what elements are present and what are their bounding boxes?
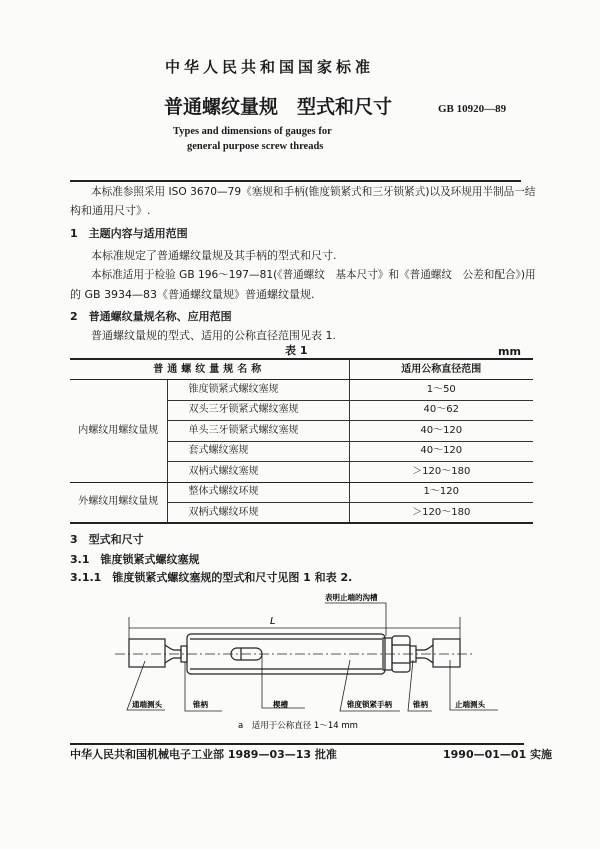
header-name: 普通螺纹量规名称 [70, 359, 349, 380]
standard-code: GB 10920—89 [438, 103, 507, 115]
gauge-name: 锥度锁紧式螺纹塞规 [167, 380, 349, 401]
gauge-name: 套式螺纹塞规 [167, 441, 349, 462]
section-3-1-1-text: 3.1.1 锥度锁紧式螺纹塞规的型式和尺寸见图 1 和表 2. [70, 571, 353, 584]
page-title: 普通螺纹量规 型式和尺寸 [164, 96, 393, 118]
table-caption: 表 1 [285, 344, 308, 357]
gauge-range: 1～120 [349, 482, 533, 503]
gauge-range: ＞120～180 [349, 503, 533, 524]
english-title-1: Types and dimensions of gauges for [173, 126, 332, 137]
group-name: 外螺纹用螺纹量规 [70, 482, 167, 523]
section-3-1-heading: 3.1 锥度锁紧式螺纹塞规 [70, 553, 200, 566]
gauge-name: 双头三牙锁紧式螺纹塞规 [167, 400, 349, 421]
gauge-name: 双柄式螺纹环规 [167, 503, 349, 524]
section-1-heading: 1 主题内容与适用范围 [70, 227, 188, 240]
table-unit: mm [498, 345, 521, 358]
section-1-p2a: 本标准适用于检验 GB 196～197—81(《普通螺纹 基本尺寸》和《普通螺纹 公差和配合》)用 [91, 269, 536, 281]
groove-label: 表明止端的沟槽 [325, 593, 378, 602]
issuer-heading: 中华人民共和国国家标准 [165, 58, 375, 76]
figure-caption: a 适用于公称直径 1～14 mm [238, 721, 358, 731]
english-title-2: general purpose screw threads [187, 141, 324, 152]
section-1-p1: 本标准规定了普通螺纹量规及其手柄的型式和尺寸. [91, 249, 337, 262]
group-name: 内螺纹用螺纹量规 [70, 380, 167, 483]
section-2-heading: 2 普通螺纹量规名称、应用范围 [70, 310, 232, 323]
approval-text: 中华人民共和国机械电子工业部 1989—03—13 批准 [70, 748, 337, 761]
intro-line-2: 构和通用尺寸》. [70, 204, 151, 217]
header-range: 适用公称直径范围 [349, 359, 533, 380]
go-end-label: 通端测头 [132, 700, 162, 709]
lock-handle-label: 锥度锁紧手柄 [347, 700, 392, 709]
gauge-range: 40～120 [349, 421, 533, 442]
taper-shank-label: 锥柄 [193, 700, 208, 709]
gauge-range: 1～50 [349, 380, 533, 401]
gauge-range: 40～120 [349, 441, 533, 462]
section-3-heading: 3 型式和尺寸 [70, 533, 144, 546]
gauge-range: 40～62 [349, 400, 533, 421]
taper-shank-label-2: 锥柄 [413, 700, 428, 709]
footer-rule [70, 743, 524, 745]
gauge-range: ＞120～180 [349, 462, 533, 483]
effective-date: 1990—01—01 实施 [443, 748, 553, 761]
wedge-slot-label: 楔槽 [273, 700, 288, 709]
gauge-name: 双柄式螺纹塞规 [167, 462, 349, 483]
gauge-name: 整体式螺纹环规 [167, 482, 349, 503]
section-1-p2b: 的 GB 3934—83《普通螺纹量规》普通螺纹量规. [70, 288, 315, 301]
intro-line-1: 本标准参照采用 ISO 3670—79《塞规和手柄(锥度锁紧式和三牙锁紧式)以及环规用半制品一结 [91, 186, 536, 198]
gauge-name: 单头三牙锁紧式螺纹塞规 [167, 421, 349, 442]
dimension-L: L [270, 616, 276, 627]
no-go-end-label: 止端测头 [455, 700, 485, 709]
go-end-head [129, 639, 165, 667]
section-2-p1: 普通螺纹量规的型式、适用的公称直径范围见表 1. [91, 329, 336, 342]
no-go-end-head [433, 639, 460, 667]
